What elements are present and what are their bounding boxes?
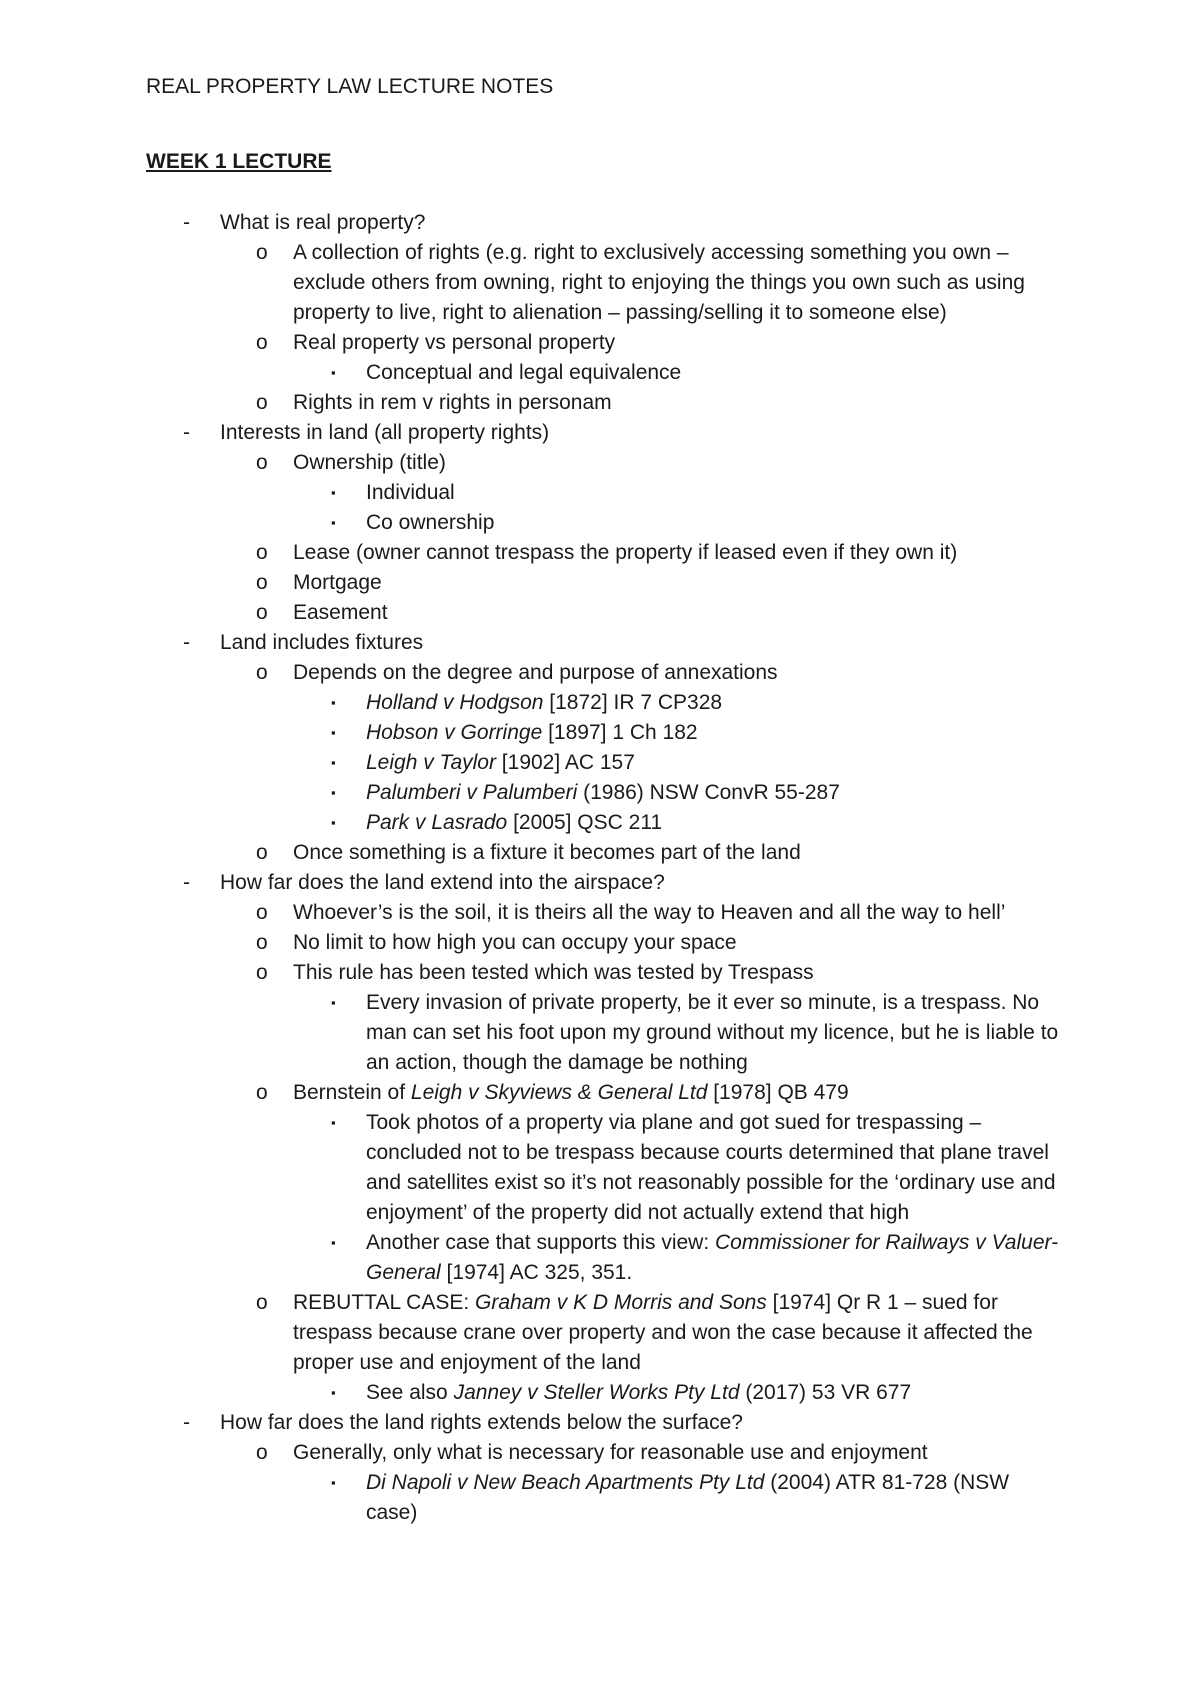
list-item <box>0 898 1200 928</box>
case-name: Commissioner for Railways v Valuer-General <box>366 1231 1059 1284</box>
text-run: [1974] Qr R 1 – sued for trespass because crane over property and won the case because it affected the proper use and enjoyment of the land <box>293 1291 1033 1374</box>
list-item-text <box>366 991 1058 1074</box>
list-item <box>0 718 1200 748</box>
list-item-text <box>220 871 665 894</box>
list-item-text <box>293 961 814 984</box>
text-run: (2017) 53 VR 677 <box>739 1381 912 1404</box>
list-item <box>0 208 1200 238</box>
text-run: How far does the land extend into the airspace? <box>220 871 665 894</box>
bullet-marker-level-2: o <box>256 901 268 924</box>
list-item <box>0 928 1200 958</box>
list-item <box>0 448 1200 478</box>
text-run: Generally, only what is necessary for reasonable use and enjoyment <box>293 1441 928 1464</box>
list-item-text <box>220 1411 743 1434</box>
bullet-marker-level-3: ▪ <box>331 1115 336 1130</box>
bullet-marker-level-1: - <box>183 421 190 444</box>
bullet-marker-level-2: o <box>256 331 268 354</box>
bullet-marker-level-2: o <box>256 1081 268 1104</box>
list-item <box>0 568 1200 598</box>
text-run: REBUTTAL CASE: <box>293 1291 476 1314</box>
list-item <box>0 808 1200 838</box>
list-item-text <box>366 1381 911 1404</box>
list-item <box>0 658 1200 688</box>
list-item-text <box>366 811 662 834</box>
text-run: Individual <box>366 481 455 504</box>
list-item <box>0 1378 1200 1408</box>
list-item <box>0 838 1200 868</box>
list-item-text <box>293 1081 849 1104</box>
text-run: Depends on the degree and purpose of annexations <box>293 661 778 684</box>
list-item <box>0 538 1200 568</box>
list-item-text <box>293 601 388 624</box>
text-run: Bernstein of <box>293 1081 411 1104</box>
list-item <box>0 868 1200 898</box>
list-item <box>0 1108 1200 1228</box>
list-item <box>0 238 1200 328</box>
text-run: Took photos of a property via plane and got sued for trespassing – concluded not to be trespass because courts determined that plane travel and satellites exist so it’s not reasonably possible for the ‘ordinary use and enjoyment’ of the property did not actually extend that high <box>366 1111 1056 1224</box>
text-run: [1872] IR 7 CP328 <box>543 691 723 714</box>
list-item-text <box>366 781 840 804</box>
list-item-text <box>366 481 455 504</box>
case-name: Janney v Steller Works Pty Ltd <box>453 1381 740 1404</box>
text-run: [1974] AC 325, 351. <box>440 1261 633 1284</box>
bullet-marker-level-3: ▪ <box>331 515 336 530</box>
list-item <box>0 418 1200 448</box>
list-item-text <box>220 211 425 234</box>
bullet-marker-level-3: ▪ <box>331 365 336 380</box>
list-item <box>0 748 1200 778</box>
list-item-text <box>293 841 801 864</box>
text-run: See also <box>366 1381 454 1404</box>
list-item-text <box>293 901 1005 924</box>
text-run: Real property vs personal property <box>293 331 616 354</box>
list-item <box>0 598 1200 628</box>
case-name: Holland v Hodgson <box>366 691 544 714</box>
text-run: Co ownership <box>366 511 495 534</box>
text-run: Once something is a fixture it becomes part of the land <box>293 841 801 864</box>
list-item-text <box>220 421 549 444</box>
list-item <box>0 1228 1200 1288</box>
bullet-marker-level-2: o <box>256 1441 268 1464</box>
list-item-text <box>293 331 615 354</box>
text-run: Ownership (title) <box>293 451 446 474</box>
case-name: Graham v K D Morris and Sons <box>475 1291 767 1314</box>
list-item <box>0 478 1200 508</box>
text-run: (2004) ATR 81-728 (NSW case) <box>366 1471 1010 1524</box>
list-item <box>0 688 1200 718</box>
text-run: (1986) NSW ConvR 55-287 <box>577 781 840 804</box>
list-item <box>0 988 1200 1078</box>
bullet-marker-level-1: - <box>183 871 190 894</box>
list-item-text <box>293 391 612 414</box>
text-run: This rule has been tested which was tested by Trespass <box>293 961 814 984</box>
text-run: What is real property? <box>220 211 426 234</box>
bullet-marker-level-2: o <box>256 961 268 984</box>
list-item-text <box>366 721 698 744</box>
bullet-marker-level-2: o <box>256 391 268 414</box>
list-item-text <box>366 691 722 714</box>
list-item-text <box>366 751 635 774</box>
list-item-text <box>366 1471 1009 1524</box>
list-item <box>0 1408 1200 1438</box>
bullet-marker-level-3: ▪ <box>331 785 336 800</box>
bullet-marker-level-3: ▪ <box>331 485 336 500</box>
list-item-text <box>293 661 778 684</box>
text-run: Land includes fixtures <box>220 631 424 654</box>
list-item <box>0 1288 1200 1378</box>
bullet-marker-level-2: o <box>256 661 268 684</box>
list-item <box>0 508 1200 538</box>
list-item <box>0 358 1200 388</box>
bullet-marker-level-3: ▪ <box>331 995 336 1010</box>
section-heading: WEEK 1 LECTURE <box>146 150 332 173</box>
case-name: Hobson v Gorringe <box>366 721 543 744</box>
list-item-text <box>293 931 737 954</box>
list-item <box>0 1438 1200 1468</box>
text-run: [1897] 1 Ch 182 <box>542 721 698 744</box>
bullet-marker-level-2: o <box>256 451 268 474</box>
text-run: Conceptual and legal equivalence <box>366 361 682 384</box>
bullet-marker-level-2: o <box>256 841 268 864</box>
bullet-marker-level-3: ▪ <box>331 755 336 770</box>
text-run: Another case that supports this view: <box>366 1231 716 1254</box>
list-item-text <box>366 361 681 384</box>
bullet-marker-level-3: ▪ <box>331 1385 336 1400</box>
document-title: REAL PROPERTY LAW LECTURE NOTES <box>146 75 554 98</box>
bullet-marker-level-1: - <box>183 631 190 654</box>
text-run: Lease (owner cannot trespass the property if leased even if they own it) <box>293 541 958 564</box>
list-item-text <box>293 241 1025 324</box>
bullet-marker-level-2: o <box>256 931 268 954</box>
bullet-marker-level-3: ▪ <box>331 725 336 740</box>
text-run: No limit to how high you can occupy your space <box>293 931 737 954</box>
text-run: Easement <box>293 601 388 624</box>
list-item <box>0 778 1200 808</box>
bullet-marker-level-1: - <box>183 1411 190 1434</box>
bullet-marker-level-1: - <box>183 211 190 234</box>
notes-list <box>0 208 1200 1528</box>
list-item <box>0 328 1200 358</box>
text-run: [2005] QSC 211 <box>507 811 663 834</box>
list-item <box>0 388 1200 418</box>
bullet-marker-level-3: ▪ <box>331 695 336 710</box>
list-item-text <box>220 631 423 654</box>
case-name: Palumberi v Palumberi <box>366 781 578 804</box>
bullet-marker-level-2: o <box>256 541 268 564</box>
bullet-marker-level-2: o <box>256 601 268 624</box>
list-item-text <box>293 1441 928 1464</box>
list-item-text <box>293 1291 1033 1374</box>
case-name: Leigh v Skyviews & General Ltd <box>410 1081 708 1104</box>
case-name: Park v Lasrado <box>366 811 508 834</box>
text-run: Rights in rem v rights in personam <box>293 391 612 414</box>
list-item <box>0 1078 1200 1108</box>
text-run: Mortgage <box>293 571 382 594</box>
text-run: A collection of rights (e.g. right to exclusively accessing something you own – exclude others from owning, right to enjoying the things you own such as using property to live, right to alienation – passing/selling it to someone else) <box>293 241 1025 324</box>
list-item-text <box>366 1231 1058 1284</box>
list-item <box>0 1468 1200 1528</box>
bullet-marker-level-2: o <box>256 241 268 264</box>
list-item-text <box>366 1111 1056 1224</box>
text-run: Every invasion of private property, be it ever so minute, is a trespass. No man can set his foot upon my ground without my licence, but he is liable to an action, though the damage be nothing <box>366 991 1059 1074</box>
case-name: Leigh v Taylor <box>366 751 496 774</box>
text-run: [1902] AC 157 <box>495 751 635 774</box>
list-item-text <box>293 571 382 594</box>
list-item <box>0 958 1200 988</box>
case-name: Di Napoli v New Beach Apartments Pty Ltd <box>366 1471 765 1494</box>
list-item <box>0 628 1200 658</box>
bullet-marker-level-3: ▪ <box>331 1475 336 1490</box>
bullet-marker-level-2: o <box>256 571 268 594</box>
text-run: How far does the land rights extends below the surface? <box>220 1411 743 1434</box>
text-run: Interests in land (all property rights) <box>220 421 550 444</box>
list-item-text <box>293 541 957 564</box>
list-item-text <box>366 511 494 534</box>
text-run: [1978] QB 479 <box>707 1081 849 1104</box>
bullet-marker-level-3: ▪ <box>331 815 336 830</box>
bullet-marker-level-3: ▪ <box>331 1235 336 1250</box>
bullet-marker-level-2: o <box>256 1291 268 1314</box>
list-item-text <box>293 451 446 474</box>
text-run: Whoever’s is the soil, it is theirs all the way to Heaven and all the way to hell’ <box>293 901 1006 924</box>
